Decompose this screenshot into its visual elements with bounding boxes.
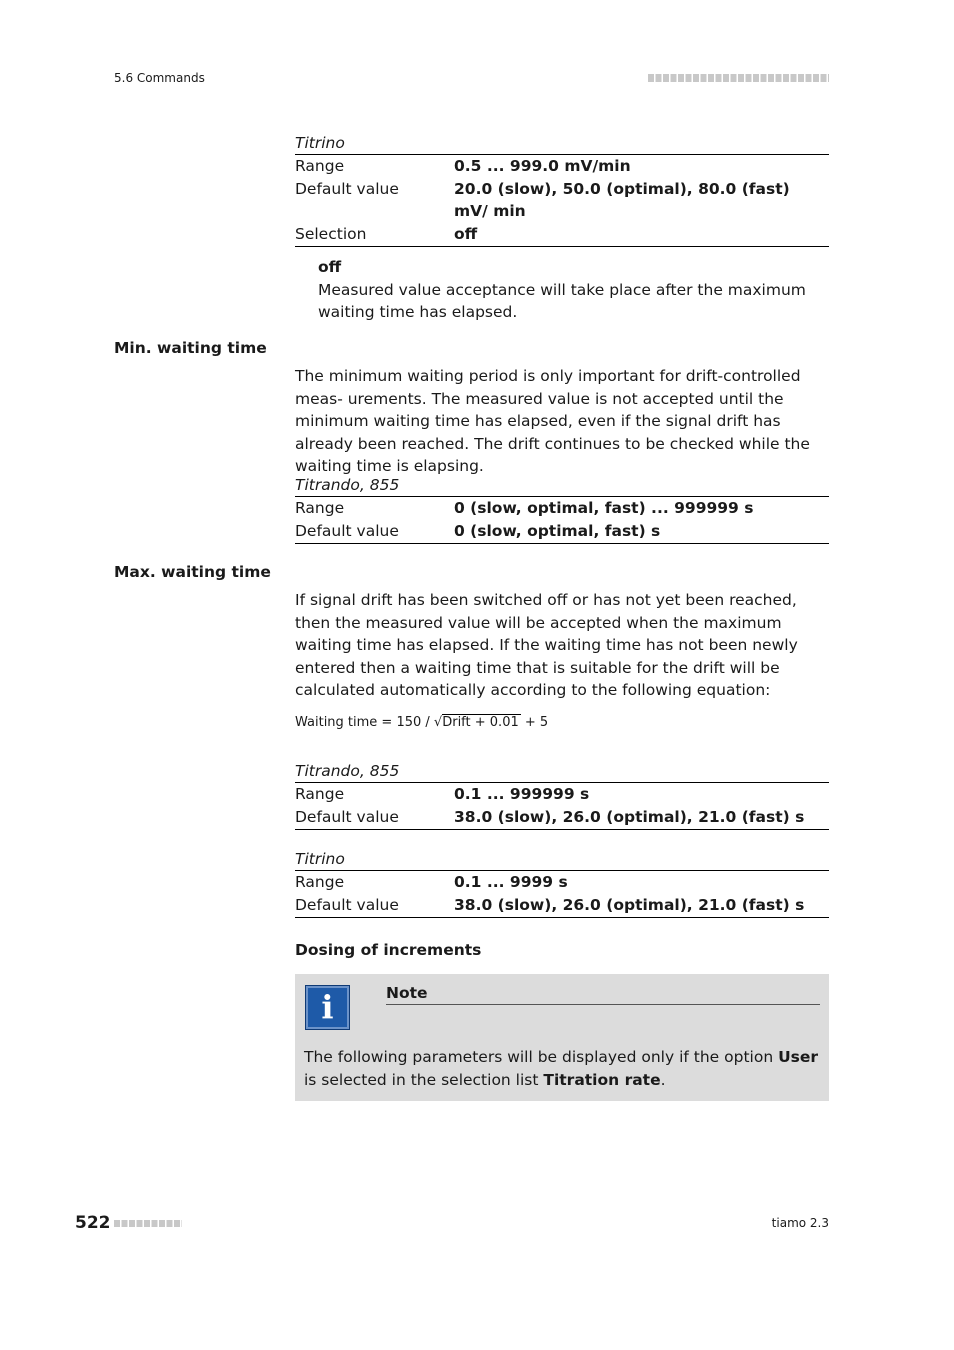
note-text-part: is selected in the selection list [304, 1070, 544, 1089]
table-row [295, 894, 829, 917]
table-caption: Titrino [295, 132, 829, 155]
equation-radicand: Drift + 0.01 [442, 715, 519, 730]
row-value: 0.1 ... 9999 s [454, 873, 568, 891]
row-key: Default value [295, 179, 399, 198]
row-key: Range [295, 785, 345, 803]
row-key: Default value [295, 807, 399, 826]
sqrt-symbol: √ [433, 715, 443, 730]
table-row [295, 178, 829, 223]
row-value: 0.5 ... 999.0 mV/min [454, 157, 631, 175]
row-value: 20.0 (slow), 50.0 (optimal), 80.0 (fast) mV/ min [454, 179, 790, 220]
running-header: 5.6 Commands [114, 71, 205, 85]
max-waiting-time-text: If signal drift has been switched off or has not yet been reached, then the measured value will be accepted when the maximum waiting time has elapsed. If the waiting time has not been newly entered then a waiting time that is suitable for the drift will be calculated automatically according to the following equation: [295, 591, 798, 699]
row-key: Range [295, 157, 345, 175]
table-row [295, 783, 829, 806]
row-value: 38.0 (slow), 26.0 (optimal), 21.0 (fast) s [454, 895, 805, 914]
table-row [295, 871, 829, 894]
max-waiting-time-table-titrino [295, 848, 829, 918]
row-key: Range [295, 499, 345, 517]
row-key: Default value [295, 521, 399, 540]
row-value: 0 (slow, optimal, fast) s [454, 521, 661, 540]
page-number: 522 [75, 1213, 111, 1233]
min-waiting-time-text: The minimum waiting period is only important for drift-controlled meas- urements. The measured value is not accepted until the minimum waiting time has elapsed, even if the signal drift has already been reached. The drift continues to be checked while the waiting time is elapsing. [295, 367, 810, 475]
option-term: off [318, 258, 342, 276]
row-value: 0 (slow, optimal, fast) ... 999999 s [454, 499, 754, 517]
note-list-titration-rate: Titration rate [543, 1070, 661, 1089]
table-row [295, 223, 829, 246]
titrino-drift-table [295, 132, 829, 247]
row-value: off [454, 224, 478, 243]
option-description: Measured value acceptance will take place after the maximum waiting time has elapsed. [318, 280, 806, 321]
note-text [304, 1046, 819, 1091]
header-decoration [648, 74, 829, 82]
table-row [295, 497, 829, 520]
row-value: 0.1 ... 999999 s [454, 785, 590, 803]
equation-right: + 5 [520, 715, 549, 730]
footer-decoration [114, 1220, 182, 1227]
table-caption: Titrino [295, 848, 829, 871]
table-row [295, 806, 829, 829]
waiting-time-equation [295, 714, 548, 730]
product-label: tiamo 2.3 [771, 1216, 829, 1230]
note-box [295, 974, 829, 1101]
note-text-part: . [660, 1070, 666, 1089]
option-off [318, 256, 829, 324]
note-title: Note [386, 982, 820, 1005]
dosing-of-increments-title: Dosing of increments [295, 941, 482, 959]
min-waiting-time-table [295, 474, 829, 544]
row-value: 38.0 (slow), 26.0 (optimal), 21.0 (fast) s [454, 807, 805, 826]
row-key: Default value [295, 895, 399, 914]
max-waiting-time-title: Max. waiting time [114, 563, 271, 581]
max-waiting-time-table-titrando [295, 760, 829, 830]
table-row [295, 155, 829, 178]
table-row [295, 520, 829, 543]
note-text-part: The following parameters will be displayed only if the option [304, 1048, 779, 1066]
row-key: Range [295, 873, 345, 891]
equation-left: Waiting time = 150 / [295, 715, 434, 730]
table-caption: Titrando, 855 [295, 760, 829, 783]
table-caption: Titrando, 855 [295, 474, 829, 497]
info-icon: i [305, 985, 350, 1030]
min-waiting-time-title: Min. waiting time [114, 339, 267, 357]
row-key: Selection [295, 224, 367, 243]
note-option-user: User [778, 1048, 819, 1066]
